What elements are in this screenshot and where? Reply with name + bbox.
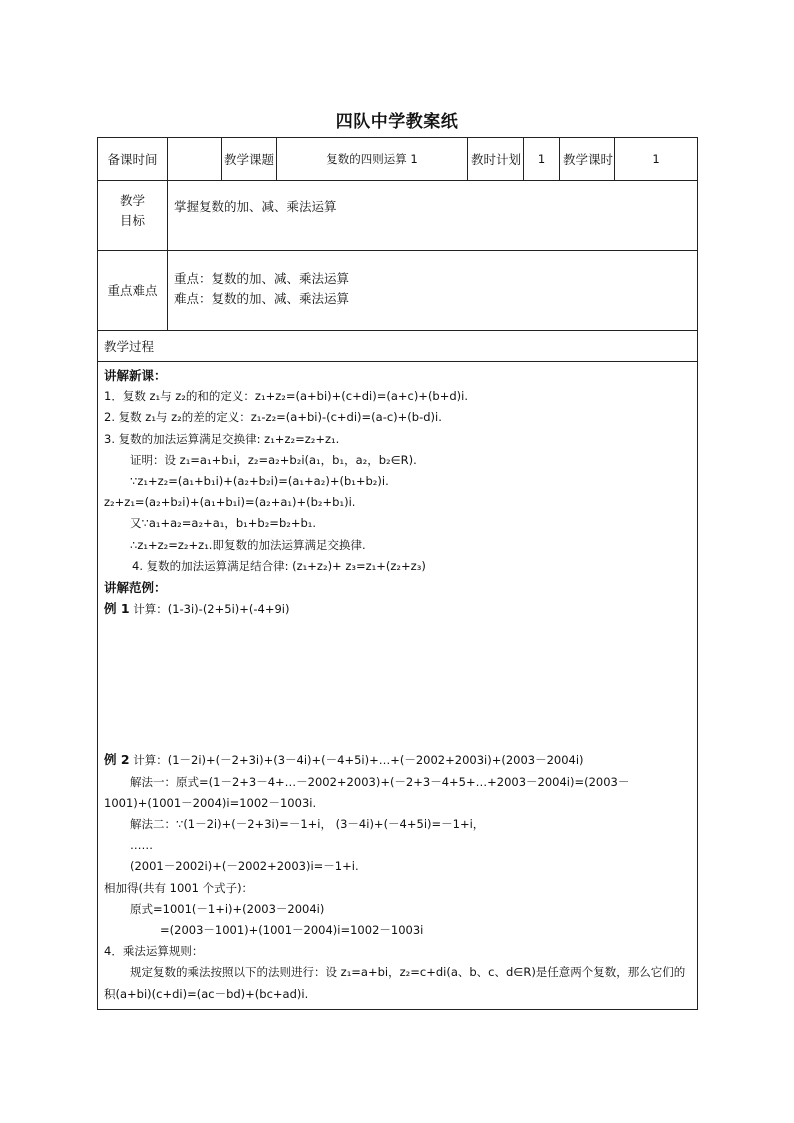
hours-value: 1 xyxy=(524,138,560,181)
example-1-label: 例 1 xyxy=(104,601,130,617)
content-cell xyxy=(98,362,698,1010)
example-1 xyxy=(104,598,691,620)
process-row xyxy=(98,331,698,362)
important-point: 重点：复数的加、减、乘法运算 xyxy=(174,270,350,286)
lesson-plan-table xyxy=(97,137,698,1010)
sum-intro: 相加得(共有 1001 个式子)： xyxy=(104,880,254,895)
definition-difference: 2. 复数 z₁与 z₂的差的定义：z₁-z₂=(a+bi)-(c+di)=(a-c)+(b-d)i. xyxy=(104,410,442,425)
example-2-text: 计算：(1－2i)+(－2+3i)+(3－4i)+(－4+5i)+…+(－2002+2003i)+(2003－2004i) xyxy=(129,753,584,768)
key-points-row xyxy=(98,251,698,331)
goal-cell xyxy=(168,181,698,251)
proof-line-2: ∵z₁+z₂=(a₁+b₁i)+(a₂+b₂i)=(a₁+a₂)+(b₁+b₂)i. xyxy=(130,474,389,489)
content-row xyxy=(98,362,698,1010)
proof-line-1: 证明：设 z₁=a₁+b₁i，z₂=a₂+b₂i(a₁，b₁，a₂，b₂∈R). xyxy=(130,452,417,467)
solution-1-line-b: 1001)+(1001－2004)i=1002－1003i. xyxy=(104,795,317,810)
multiplication-heading: 4．乘法运算规则： xyxy=(104,944,204,959)
proof-line-5: ∴z₁+z₂=z₂+z₁.即复数的加法运算满足交换律. xyxy=(130,537,366,552)
new-lesson-heading: 讲解新课： xyxy=(104,368,167,383)
example-2 xyxy=(104,749,691,771)
prep-time-label: 备课时间 xyxy=(98,138,168,181)
multiplication-rule: 规定复数的乘法按照以下的法则进行：设 z₁=a+bi，z₂=c+di(a、b、c、d∈R)是任意两个复数，那么它们的积(a+bi)(c+di)=(ac－bd)+(bc+ad)i. xyxy=(104,965,686,1001)
example-1-text: 计算：(1-3i)-(2+5i)+(-4+9i) xyxy=(129,602,290,617)
example-1-workspace xyxy=(104,620,691,749)
header-row xyxy=(98,138,698,181)
difficult-point: 难点：复数的加、减、乘法运算 xyxy=(174,290,350,306)
commutative-law: 3. 复数的加法运算满足交换律: z₁+z₂=z₂+z₁. xyxy=(104,431,340,446)
proof-line-3: z₂+z₁=(a₂+b₂i)+(a₁+b₁i)=(a₂+a₁)+(b₂+b₁)i. xyxy=(104,495,356,510)
goal-row xyxy=(98,181,698,251)
prep-time-value xyxy=(168,138,222,181)
key-points-cell xyxy=(168,251,698,331)
examples-heading: 讲解范例： xyxy=(104,580,167,596)
sum-line-1: 原式=1001(－1+i)+(2003－2004i) xyxy=(130,901,325,916)
example-2-label: 例 2 xyxy=(104,752,130,768)
goal-text: 掌握复数的加、减、乘法运算 xyxy=(174,199,337,214)
solution-1-line-a: 解法一：原式=(1－2+3－4+…－2002+2003)+(－2+3－4+5+…+2003－2004i)=(2003－ xyxy=(130,774,630,789)
ellipsis-line: …… xyxy=(130,838,153,853)
hours-label: 教时计划 xyxy=(468,138,524,181)
process-label: 教学过程 xyxy=(98,331,698,362)
definition-sum: 1．复数 z₁与 z₂的和的定义：z₁+z₂=(a+bi)+(c+di)=(a+c)+(b+d)i. xyxy=(104,389,469,404)
sum-line-2: =(2003－1001)+(1001－2004)i=1002－1003i xyxy=(160,923,424,938)
goal-label: 教学目标 xyxy=(98,181,168,251)
associative-law: 4. 复数的加法运算满足结合律: (z₁+z₂)+ z₃=z₁+(z₂+z₃) xyxy=(132,558,426,573)
solution-2-line-b: (2001－2002i)+(－2002+2003)i=－1+i. xyxy=(130,859,359,874)
lesson-value: 1 xyxy=(615,138,698,181)
key-points-label: 重点难点 xyxy=(98,251,168,331)
page-title: 四队中学教案纸 xyxy=(335,112,459,132)
proof-line-4: 又∵a₁+a₂=a₂+a₁，b₁+b₂=b₂+b₁. xyxy=(130,516,317,531)
topic-label: 教学课题 xyxy=(222,138,277,181)
topic-value: 复数的四则运算 1 xyxy=(277,138,468,181)
solution-2-line: 解法二：∵(1－2i)+(－2+3i)=－1+i， (3－4i)+(－4+5i)=－1+i， xyxy=(130,817,485,832)
lesson-label: 教学课时 xyxy=(560,138,615,181)
